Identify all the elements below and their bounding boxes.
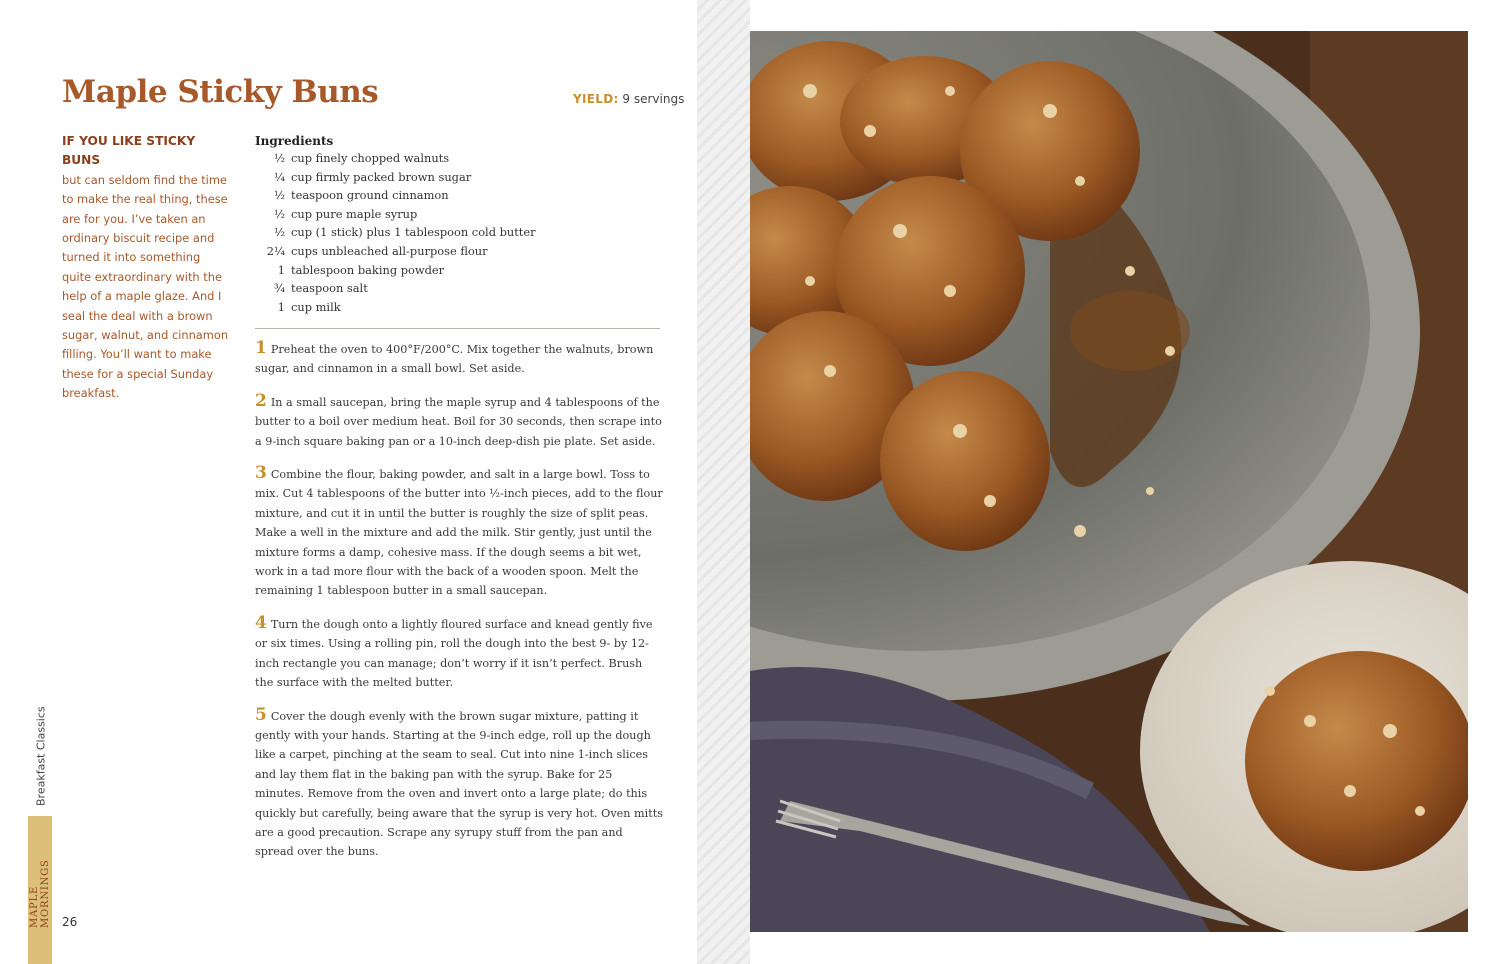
ingredient-item	[255, 225, 536, 244]
ingredients-list	[255, 151, 536, 318]
ingredient-amount: ¾	[273, 281, 285, 296]
ingredient-item	[255, 300, 536, 319]
ingredient-item	[255, 170, 536, 189]
sticky-buns-photo	[750, 31, 1468, 932]
intro-lead: IF YOU LIKE STICKY BUNS	[62, 134, 196, 168]
ingredient-text: cup finely chopped walnuts	[291, 151, 450, 165]
ingredients-heading: Ingredients	[255, 134, 334, 148]
step-text: Cover the dough evenly with the brown sugar mixture, patting it gently with your hands. Starting at the 9-inch edge, roll up the dough like a carpet, pinching at the seam to seal. Cut into nine 1-inch slices and lay them flat in the baking pan with the syrup. Bake for 25 minutes. Remove from the oven and invert onto a large plate; do this quickly but carefully, being aware that the syrup is very hot. Oven mitts are a good precaution. Scrape any syrupy stuff from the pan and spread over the buns.	[255, 709, 663, 859]
ingredient-amount: ½	[273, 225, 285, 240]
section-label: Breakfast Classics	[34, 706, 48, 806]
ingredient-item	[255, 281, 536, 300]
yield-value: 9 servings	[622, 92, 685, 106]
ingredient-item	[255, 263, 536, 282]
ingredient-amount: 2¼	[266, 243, 285, 258]
ingredient-item	[255, 188, 536, 207]
page-number: 26	[62, 915, 78, 929]
ingredient-text: tablespoon baking powder	[291, 262, 445, 277]
step-number: 1	[255, 338, 267, 358]
yield-label: YIELD:	[573, 92, 619, 106]
ingredient-amount: ½	[273, 206, 285, 221]
ingredient-text: cup firmly packed brown sugar	[291, 169, 472, 184]
method-steps	[255, 339, 663, 875]
step-text: Preheat the oven to 400°F/200°C. Mix together the walnuts, brown sugar, and cinnamon in a small bowl. Set aside.	[255, 343, 654, 376]
recipe-page	[0, 0, 697, 964]
ingredient-amount: ½	[273, 151, 285, 165]
ingredient-amount: 1	[277, 299, 285, 314]
method-step	[255, 614, 663, 693]
method-step	[255, 706, 663, 862]
page-gutter	[697, 0, 750, 964]
divider	[255, 328, 660, 329]
ingredient-text: cups unbleached all-purpose flour	[291, 243, 488, 258]
intro-paragraph	[62, 132, 232, 404]
ingredient-item	[255, 207, 536, 226]
ingredient-text: cup (1 stick) plus 1 tablespoon cold butter	[291, 225, 536, 240]
method-step	[255, 464, 663, 601]
step-number: 2	[255, 390, 267, 411]
method-step	[255, 339, 663, 379]
ingredient-item	[255, 151, 536, 170]
intro-text: but can seldom find the time to make the real thing, these are for you. I’ve taken an ordinary biscuit recipe and turned it into something quite extraordinary with the help of a maple glaze. And I seal the deal with a brown sugar, walnut, and cinnamon filling. You’ll want to make these for a special Sunday breakfast.	[62, 172, 229, 401]
ingredient-text: teaspoon salt	[291, 281, 368, 296]
method-step	[255, 392, 663, 451]
step-text: Turn the dough onto a lightly floured surface and knead gently five or six times. Using a rolling pin, roll the dough into the best 9- by 12-inch rectangle you can manage; don’t worry if it isn’t perfect. Brush the surface with the melted butter.	[255, 617, 653, 690]
ingredient-text: cup milk	[291, 299, 341, 314]
step-number: 5	[255, 704, 267, 725]
ingredient-text: teaspoon ground cinnamon	[291, 188, 449, 203]
step-text: Combine the flour, baking powder, and salt in a large bowl. Toss to mix. Cut 4 tablespoons of the butter into ½-inch pieces, add to the flour mixture, and cut it in until the butter is roughly the size of split peas. Make a well in the mixture and add the milk. Stir gently, just until the mixture forms a damp, cohesive mass. If the dough seems a bit wet, work in a tad more flour with the back of a wooden spoon. Melt the remaining 1 tablespoon butter in a small saucepan.	[255, 468, 663, 598]
ingredient-amount: ½	[273, 188, 285, 203]
step-number: 4	[255, 612, 267, 633]
step-text: In a small saucepan, bring the maple syrup and 4 tablespoons of the butter to a boil over medium heat. Boil for 30 seconds, then scrape into a 9-inch square baking pan or a 10-inch deep-dish pie plate. Set aside.	[255, 395, 662, 448]
ingredient-text: cup pure maple syrup	[291, 206, 418, 221]
book-title: MAPLE MORNINGS	[29, 859, 51, 928]
ingredient-item	[255, 244, 536, 263]
yield	[573, 92, 684, 106]
recipe-title: Maple Sticky Buns	[62, 74, 379, 110]
step-number: 3	[255, 463, 267, 484]
food-illustration	[750, 31, 1468, 932]
ingredient-amount: 1	[277, 262, 285, 277]
ingredient-amount: ¼	[273, 169, 285, 184]
